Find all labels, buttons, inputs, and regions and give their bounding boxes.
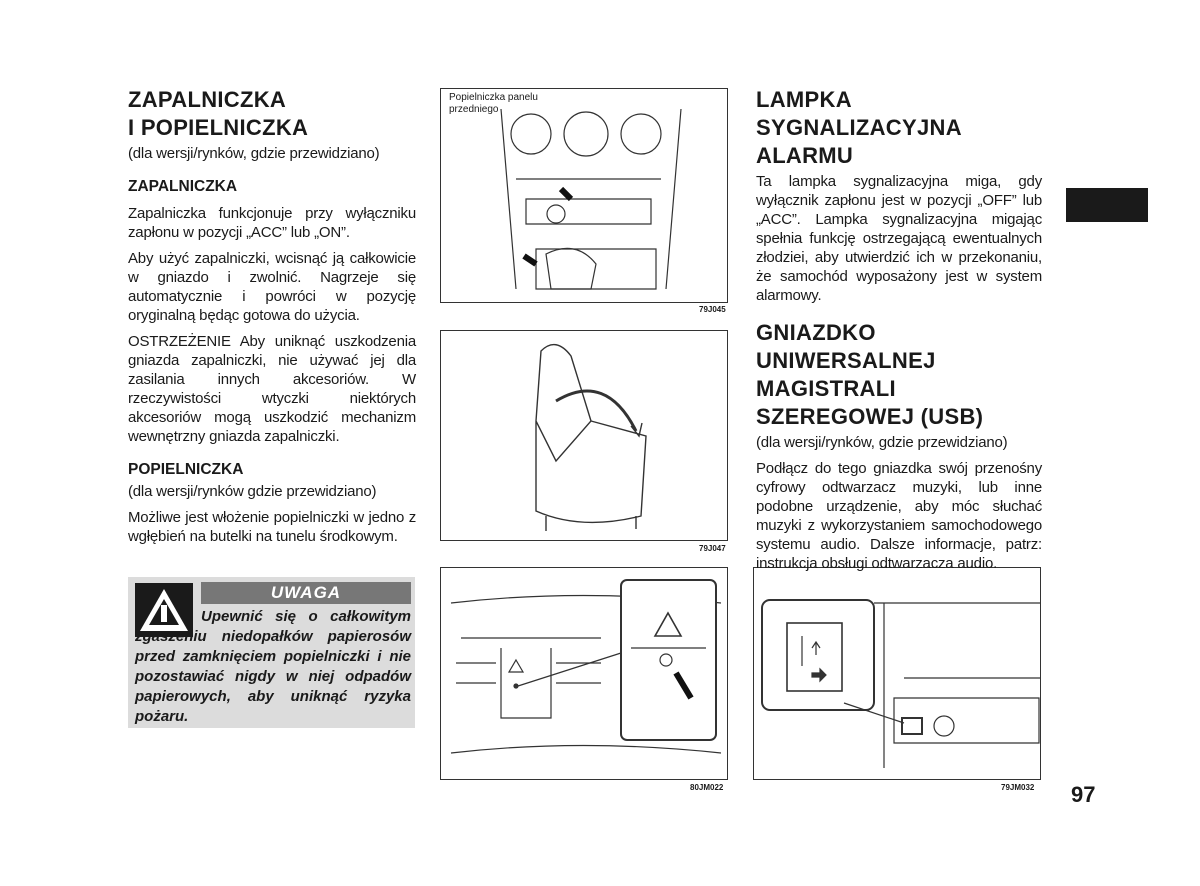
warning-box	[128, 577, 415, 728]
warning-text: Upewnić się o całkowitym zgaszeniu niedopałków papierosów przed zamknięciem popielniczki i nie pozostawiać nigdy w niej odpadów papierowych, aby uniknąć ryzyka pożaru.	[135, 608, 411, 725]
figure-usb-port	[753, 567, 1041, 780]
ashtray-panel-illustration	[441, 89, 728, 303]
figure-code: 79J047	[699, 544, 726, 553]
heading-line: LAMPKA	[756, 87, 852, 112]
right-column	[756, 86, 1042, 573]
heading-line: ALARMU	[756, 143, 854, 168]
heading-alarm-lamp	[756, 86, 1042, 170]
heading-line: GNIAZDKO	[756, 320, 876, 345]
section-title	[128, 86, 416, 142]
figure-code: 79J045	[699, 305, 726, 314]
chapter-tab	[1066, 188, 1148, 222]
heading-usb	[756, 319, 1042, 431]
heading-line: SZEREGOWEJ (USB)	[756, 404, 984, 429]
title-line: I POPIELNICZKA	[128, 115, 309, 140]
figure-code: 79JM032	[1001, 783, 1035, 792]
paragraph: Możliwe jest włożenie popielniczki w jedno z wgłębień na butelki na tunelu środkowym.	[128, 509, 416, 545]
heading-line: MAGISTRALI	[756, 376, 896, 401]
heading-zapalniczka: ZAPALNICZKA	[128, 178, 238, 195]
figure-ashtray-panel	[440, 88, 728, 303]
heading-popielniczka: POPIELNICZKA	[128, 461, 244, 478]
left-column	[128, 86, 416, 546]
heading-line: SYGNALIZACYJNA	[756, 115, 962, 140]
warning-label: UWAGA	[201, 582, 411, 604]
subtitle: (dla wersji/rynków gdzie przewidziano)	[128, 483, 377, 500]
subtitle: (dla wersji/rynków, gdzie przewidziano)	[756, 434, 1008, 451]
usb-port-illustration	[754, 568, 1041, 780]
alarm-lamp-illustration	[441, 568, 728, 780]
page-number: 97	[1071, 782, 1096, 807]
ashtray-illustration	[441, 331, 728, 541]
paragraph: OSTRZEŻENIE Aby uniknąć uszkodzenia gniazda zapalniczki, nie używać jej dla zasilania innych akcesoriów. W rzeczywistości wtyczki niektórych akcesoriów mogą uszkodzić mechanizm wewnętrzny gniazda zapalniczki.	[128, 333, 416, 445]
figure-caption: Popielniczka panelu przedniego	[449, 92, 538, 115]
paragraph: Zapalniczka funkcjonuje przy wyłączniku zapłonu w pozycji „ACC” lub „ON”.	[128, 205, 416, 241]
heading-line: UNIWERSALNEJ	[756, 348, 936, 373]
paragraph: Podłącz do tego gniazdka swój przenośny cyfrowy odtwarzacz muzyki, lub inne podobne urządzenie, aby móc słuchać muzyki z wykorzystaniem samochodowego systemu audio. Dalsze informacje, patrz: instrukcja obsługi odtwarzacza audio.	[756, 460, 1042, 572]
title-line: ZAPALNICZKA	[128, 87, 287, 112]
title-subtitle: (dla wersji/rynków, gdzie przewidziano)	[128, 145, 380, 162]
figure-alarm-lamp	[440, 567, 728, 780]
paragraph: Ta lampka sygnalizacyjna miga, gdy wyłącznik zapłonu jest w pozycji „OFF” lub „ACC”. Lampka sygnalizacyjna migając spełnia funkcję ostrzegającą ewentualnych złodziei, aby utwierdzić ich w przekonaniu, że samochód wyposażony jest w system alarmowy.	[756, 173, 1042, 304]
paragraph: Aby użyć zapalniczki, wcisnąć ją całkowicie w gniazdo i zwolnić. Nagrzeje się automatycznie i powróci w pozycję oryginalną będąc gotowa do użycia.	[128, 250, 416, 324]
figure-ashtray	[440, 330, 728, 541]
figure-code: 80JM022	[690, 783, 724, 792]
